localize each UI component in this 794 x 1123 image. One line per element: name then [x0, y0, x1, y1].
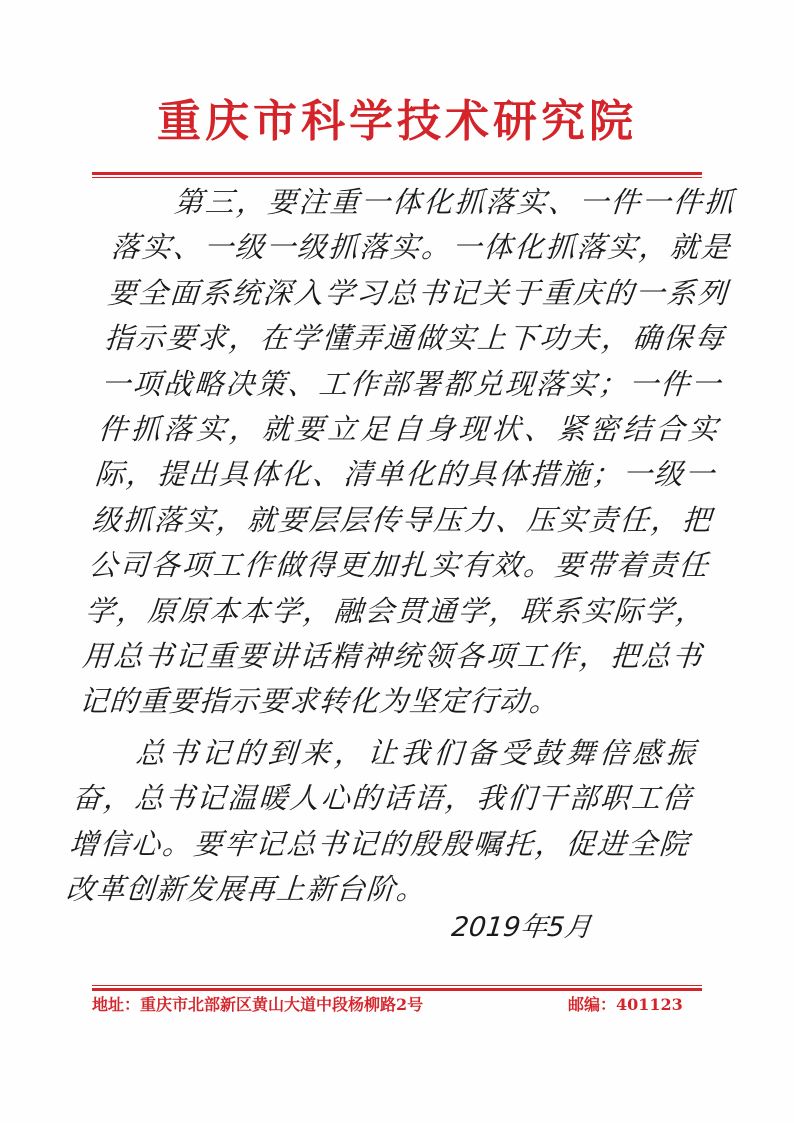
- letter-date: 2019年5月: [450, 912, 594, 943]
- letterhead-title: 重庆市科学技术研究院: [157, 96, 637, 147]
- footer-address: 地址：重庆市北部新区黄山大道中段杨柳路2号: [92, 995, 424, 1014]
- footer-postcode: 邮编：401123: [568, 995, 683, 1014]
- letter-paragraph-2: 总书记的到来，让我们备受鼓舞倍感振奋，总书记温暖人心的话语，我们干部职工倍增信心。要牢记总书记的殷殷嘱托，促进全院改革创新发展再上新台阶。: [64, 735, 697, 907]
- letterhead-rule-thick: [92, 172, 702, 175]
- letter-body: [64, 180, 735, 913]
- letterhead-rule-thin: [92, 177, 702, 178]
- footer-rule-thick: [92, 988, 702, 991]
- footer-rule-thin: [92, 985, 702, 986]
- letter-paragraph-1: 第三，要注重一体化抓落实、一件一件抓落实、一级一级抓落实。一体化抓落实，就是要全面系统深入学习总书记关于重庆的一系列指示要求，在学懂弄通做实上下功夫，确保每一项战略决策、工作部署都兑现落实；一件一件抓落实，就要立足自身现状、紧密结合实际，提出具体化、清单化的具体措施；一级一级抓落实，就要层层传导压力、压实责任，把公司各项工作做得更加扎实有效。要带着责任学，原原本本学，融会贯通学，联系实际学，用总书记重要讲话精神统领各项工作，把总书记的重要指示要求转化为坚定行动。: [77, 185, 736, 719]
